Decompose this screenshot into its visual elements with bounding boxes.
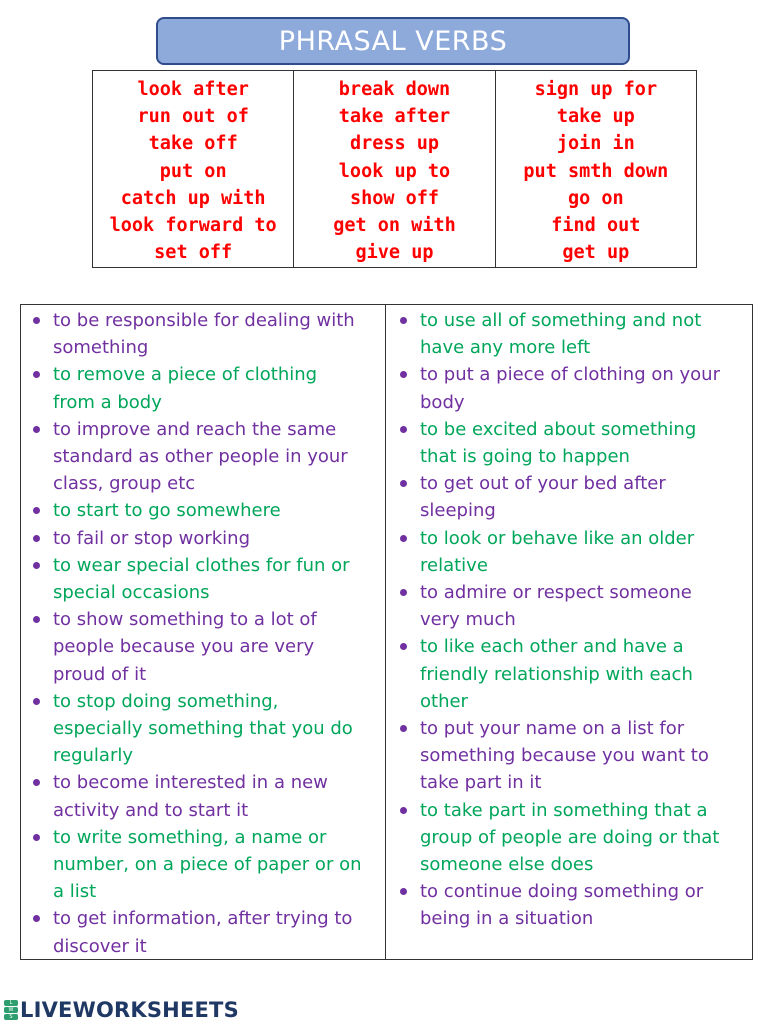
definition-line: something because you want to [420, 745, 709, 767]
definition-line: discover it [53, 935, 147, 957]
definition-line: to become interested in a new [53, 772, 328, 794]
definition-line: that is going to happen [420, 446, 630, 468]
phrasal-verb: go on [567, 187, 624, 209]
definition-line: standard as other people in your [53, 446, 348, 468]
definition-line: body [420, 391, 465, 413]
verb-column-3 [495, 71, 696, 268]
logo-icon: L W S [4, 1000, 18, 1020]
definition-item [396, 525, 746, 579]
definition-line: a list [53, 881, 97, 903]
phrasal-verb: join in [556, 133, 635, 155]
phrasal-verb: put smth down [523, 160, 669, 182]
definition-line: proud of it [53, 663, 147, 685]
definition-item [396, 633, 746, 715]
phrasal-verb: get on with [333, 215, 456, 237]
phrasal-verbs-table [92, 70, 697, 268]
definition-line: class, group etc [53, 473, 196, 495]
definition-item [29, 525, 379, 552]
definition-line: to start to go somewhere [53, 500, 281, 522]
phrasal-verb: dress up [349, 133, 440, 155]
phrasal-verb: look up to [338, 160, 451, 182]
definition-line: special occasions [53, 582, 210, 604]
definition-item [396, 797, 746, 879]
definition-line: activity and to start it [53, 799, 249, 821]
definition-line: to stop doing something, [53, 690, 279, 712]
phrasal-verb: run out of [137, 106, 249, 128]
definition-item [29, 769, 379, 823]
definition-item [396, 416, 746, 470]
definition-line: friendly relationship with each [420, 663, 693, 685]
definition-line: being in a situation [420, 908, 594, 930]
liveworksheets-logo [4, 998, 239, 1022]
definition-line: someone else does [420, 854, 594, 876]
definition-line: to be excited about something [420, 418, 697, 440]
definition-line: something [53, 337, 149, 359]
phrasal-verb: look after [137, 79, 249, 100]
definition-item [29, 497, 379, 524]
definition-item [29, 416, 379, 498]
definition-line: to remove a piece of clothing [53, 364, 318, 386]
definition-line: take part in it [420, 772, 542, 794]
phrasal-verb: sign up for [534, 79, 658, 100]
definition-line: relative [420, 554, 488, 576]
definition-item [396, 361, 746, 415]
definition-line: to take part in something that a [420, 799, 708, 821]
definition-line: other [420, 690, 468, 712]
definition-line: to improve and reach the same [53, 418, 337, 440]
phrasal-verb: put on [159, 160, 227, 182]
verb-column-2 [294, 71, 495, 268]
definition-item [29, 307, 379, 361]
phrasal-verb: take after [338, 106, 451, 128]
definition-item [29, 361, 379, 415]
definition-line: to wear special clothes for fun or [53, 554, 350, 576]
definition-line: to fail or stop working [53, 527, 251, 549]
definition-line: group of people are doing or that [420, 826, 720, 848]
phrasal-verb: get up [562, 242, 630, 264]
definition-line: have any more left [420, 337, 591, 359]
phrasal-verb: look forward to [109, 215, 277, 237]
verb-column-1 [93, 71, 294, 268]
definition-line: to get information, after trying to [53, 908, 353, 930]
phrasal-verb: catch up with [120, 187, 266, 209]
definitions-left-column [21, 305, 386, 959]
definition-line: people because you are very [53, 636, 315, 658]
definition-item [29, 824, 379, 906]
definition-item [396, 715, 746, 797]
definition-line: number, on a piece of paper or on [53, 854, 362, 876]
title-banner [156, 17, 630, 65]
logo-text: LIVEWORKSHEETS [20, 998, 239, 1022]
definition-item [29, 688, 379, 770]
phrasal-verb: show off [349, 187, 440, 209]
phrasal-verb: take up [556, 106, 635, 128]
definition-line: to be responsible for dealing with [53, 310, 355, 331]
phrasal-verb: set off [154, 242, 233, 264]
definition-line: to look or behave like an older [420, 527, 695, 549]
phrasal-verb: give up [355, 242, 434, 264]
definition-item [29, 606, 379, 688]
definition-line: to put a piece of clothing on your [420, 364, 720, 386]
definition-line: sleeping [420, 500, 496, 522]
definition-line: to write something, a name or [53, 826, 327, 848]
definition-line: to show something to a lot of [53, 609, 317, 631]
definition-item [396, 307, 746, 361]
definition-line: to continue doing something or [420, 881, 704, 903]
definition-item [396, 878, 746, 932]
page-title: PHRASAL VERBS [278, 25, 508, 57]
definition-line: very much [420, 609, 516, 631]
definition-item [29, 552, 379, 606]
definition-line: to put your name on a list for [420, 718, 685, 740]
definition-item [396, 470, 746, 524]
definition-line: from a body [53, 391, 162, 413]
definition-line: to admire or respect someone [420, 582, 692, 604]
phrasal-verb: find out [551, 215, 641, 237]
definition-line: to use all of something and not [420, 310, 702, 331]
phrasal-verb: break down [338, 79, 451, 100]
definitions-table [20, 304, 753, 960]
definition-line: regularly [53, 745, 133, 767]
definition-item [29, 905, 379, 959]
definition-line: especially something that you do [53, 718, 353, 740]
phrasal-verb: take off [148, 133, 238, 155]
definition-item [396, 579, 746, 633]
definition-line: to get out of your bed after [420, 473, 666, 495]
definition-line: to like each other and have a [420, 636, 684, 658]
definitions-right-column [386, 305, 752, 959]
